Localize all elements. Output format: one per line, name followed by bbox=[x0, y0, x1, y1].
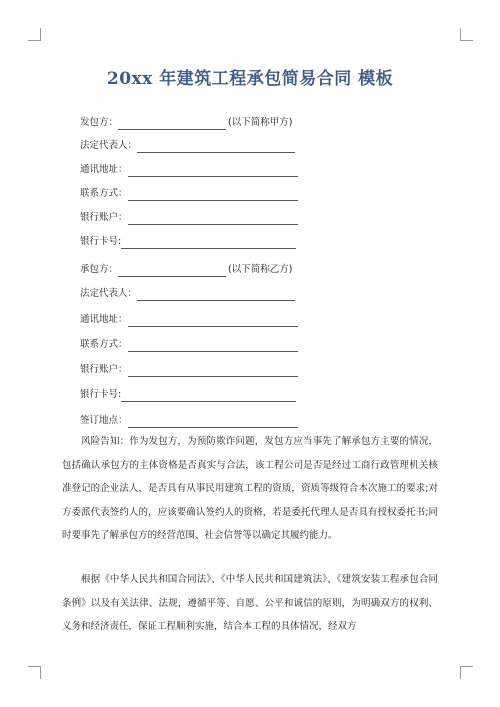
party-a-card-label: 银行卡号: bbox=[80, 236, 122, 247]
party-b-address-field bbox=[80, 312, 298, 328]
party-b-contact-field bbox=[80, 337, 298, 353]
risk-notice-paragraph: 风险告知：作为发包方，为预防欺诈问题，发包方应当事先了解承包方主要的情况，包括确认承包方的主体资格是否真实与合法，该工程公司是否是经过工商行政管理机关核准登记的企业法人，是否具有从事民用建筑工程的资质，资质等级符合本次施工的要求;对方委派代表签约人的，应该要确认签约人的资格，若是委托代理人是否具有授权委托书;同时要事先了解承包方的经营范围、社会信誉等以确定其履约能力。 bbox=[62, 436, 438, 541]
party-a-contact-label: 联系方式： bbox=[80, 188, 128, 199]
party-b-label: 承包方： bbox=[80, 264, 119, 275]
party-a-card-field bbox=[80, 234, 296, 250]
crop-mark-top-left bbox=[28, 28, 41, 41]
party-b-bank-label: 银行账户： bbox=[80, 364, 128, 375]
party-a-label: 发包方： bbox=[80, 117, 119, 128]
party-b-address-blank[interactable] bbox=[128, 315, 298, 327]
crop-mark-bottom-left bbox=[28, 666, 41, 679]
party-a-rep-blank[interactable] bbox=[137, 141, 295, 153]
party-b-bank-field bbox=[80, 362, 298, 378]
party-b-field bbox=[80, 262, 292, 278]
party-b-card-field bbox=[80, 387, 296, 403]
party-b-rep-label: 法定代表人： bbox=[80, 288, 138, 299]
party-a-contact-field bbox=[80, 186, 298, 202]
party-b-contact-blank[interactable] bbox=[128, 340, 298, 352]
party-b-rep-blank[interactable] bbox=[137, 289, 295, 301]
crop-mark-top-right bbox=[460, 28, 473, 41]
party-b-contact-label: 联系方式： bbox=[80, 339, 128, 350]
party-b-bank-blank[interactable] bbox=[128, 365, 298, 377]
party-b-address-label: 通讯地址： bbox=[80, 314, 128, 325]
party-a-suffix: (以下简称甲方) bbox=[228, 117, 293, 128]
party-a-bank-field bbox=[80, 210, 298, 226]
party-a-address-blank[interactable] bbox=[128, 165, 298, 177]
party-a-address-label: 通讯地址： bbox=[80, 164, 128, 175]
sign-place-label: 签订地点： bbox=[80, 415, 128, 426]
risk-notice-section bbox=[62, 430, 438, 548]
party-b-suffix: (以下简称乙方) bbox=[228, 264, 293, 275]
crop-mark-bottom-right bbox=[460, 666, 473, 679]
party-a-card-blank[interactable] bbox=[121, 237, 296, 249]
party-a-address-field bbox=[80, 162, 298, 178]
sign-place-blank[interactable] bbox=[128, 416, 298, 428]
party-a-blank[interactable] bbox=[118, 118, 226, 130]
sign-place-field bbox=[80, 413, 298, 429]
party-a-bank-label: 银行账户： bbox=[80, 212, 128, 223]
party-b-rep-field bbox=[80, 286, 295, 302]
basis-paragraph: 根据《中华人民共和国合同法》、《中华人民共和国建筑法》、《建筑安装工程承包合同条例》以及有关法律、法规，遵循平等、自愿、公平和诚信的原则，为明确双方的权利、义务和经济责任，保证工程顺利实施，结合本工程的具体情况，经双方 bbox=[62, 574, 438, 632]
party-a-bank-blank[interactable] bbox=[128, 213, 298, 225]
party-b-blank[interactable] bbox=[118, 265, 226, 277]
party-a-rep-label: 法定代表人： bbox=[80, 140, 138, 151]
document-title: 20xx 年建筑工程承包简易合同 模板 bbox=[106, 69, 394, 89]
basis-section bbox=[62, 568, 438, 639]
party-a-contact-blank[interactable] bbox=[128, 189, 298, 201]
party-a-field bbox=[80, 115, 292, 131]
party-b-card-blank[interactable] bbox=[121, 390, 296, 402]
party-a-rep-field bbox=[80, 138, 295, 154]
party-b-card-label: 银行卡号: bbox=[80, 389, 122, 400]
